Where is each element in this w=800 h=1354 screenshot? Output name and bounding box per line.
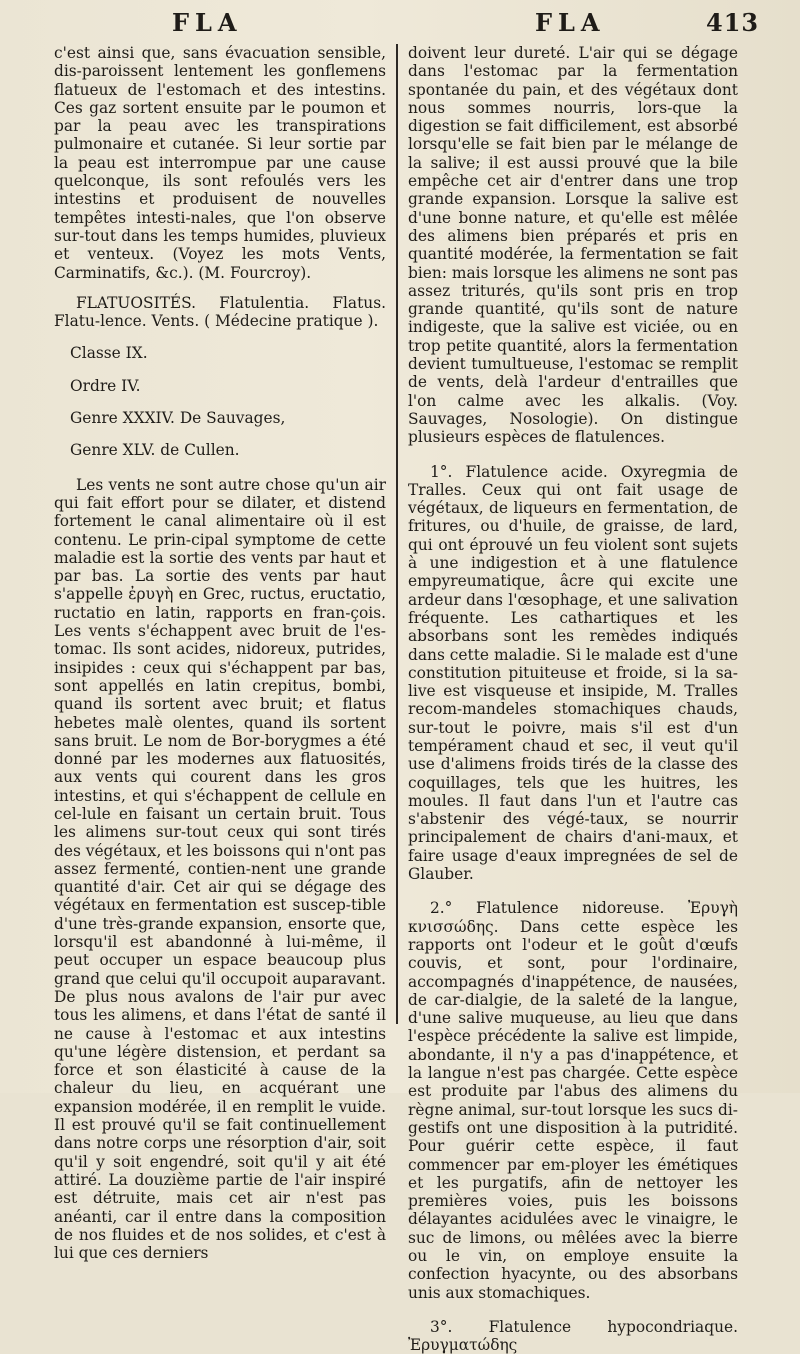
classification-genre-cullen: Genre XLV. de Cullen. <box>70 441 240 460</box>
paragraph-vents: Les vents ne sont autre chose qu'un air qui fait effort pour se dilater, et distend fortement le canal alimentaire où il est contenu. Le prin-cipal symptome de cette maladie est la sortie des vents par haut et par bas. La sortie des vents par haut s'appelle ἐρυγὴ en Grec, ructus, eructatio, ructatio en latin, rapports en fran-çois. Les vents s'échappent avec bruit de l'es-tomac. Ils sont acides, nidoreux, putrides, insipides : ceux qui s'échappent par bas, sont appellés en latin crepitus, bombi, quand ils sortent avec bruit; et flatus hebetes malè olentes, quand ils sortent sans bruit. Le nom de Bor-borygmes a été donné par les modernes aux flatuosités, aux vents qui courent dans les gros intestins, et qui s'échappent de cellule en cel-lule en faisant un certain bruit. Tous les alimens sur-tout ceux qui sont tirés des végétaux, et les boissons qui n'ont pas assez fermenté, contien-nent une grande quantité d'air. Cet air qui se dégage des végétaux en fermentation est suscep-tible d'une très-grande expansion, ensorte que, lorsqu'il est abandonné à lui-même, il peut occuper un espace beaucoup plus grand que celui qu'il occupoit auparavant. De plus nous avalons de l'air pur avec tous les alimens, et dans l'état de santé il ne cause à l'estomac et aux intestins qu'une légère distension, et perdant sa force et son élasticité à cause de la chaleur du lieu, en acquérant une expansion modérée, il en remplit le vuide. Il est prouvé qu'il se fait continuellement dans notre corps une résorption d'air, soit qu'il y soit engendré, soit qu'il y ait été attiré. La douzième partie de l'air inspiré est détruite, mais cet air n'est pas anéanti, car il entre dans la composition de nos fluides et de nos solides, et c'est à lui que ces derniers <box>54 475 386 1263</box>
paragraph-flatulence-nidoreuse: 2.° Flatulence nidoreuse. Ἐρυγὴ κνισσώδης. Dans cette espèce les rapports ont l'odeur et le goût d'œufs couvis, et sont, pour l'ordinaire, accompagnés d'inappétence, de nausées, de car-dialgie, de la saleté de la langue, d'une salive muqueuse, au lieu que dans l'espèce précédente la salive est limpide, abondante, il n'y a pas d'inappétence, et la langue n'est pas chargée. Cette espèce est produite par l'abus des alimens du règne animal, sur-tout lorsque les sucs di-gestifs ont une disposition à la putridité. Pour guérir cette espèce, il faut commencer par em-ployer les émétiques et les purgatifs, afin de nettoyer les premières voies, puis les boissons délayantes acidulées avec le vinaigre, le suc de limons, ou mêlées avec la bierre ou le vin, on employe ensuite la confection hyacynte, ou des absorbans unis aux stomachiques. <box>408 899 738 1302</box>
classification-ordre: Ordre IV. <box>70 376 141 395</box>
running-head-left: FLA <box>172 8 243 37</box>
entry-heading-flatuosites: FLATUOSITÉS. Flatulentia. Flatus. Flatu-lence. Vents. ( Médecine pratique ). <box>54 293 386 331</box>
right-column <box>408 44 738 1354</box>
paragraph-flatulence-hypocondriaque: 3°. Flatulence hypocondriaque. Ἐρυγματώδης <box>408 1317 738 1354</box>
page-number: 413 <box>706 8 760 37</box>
classification-classe: Classe IX. <box>70 344 148 363</box>
column-rule <box>396 44 398 1024</box>
left-column <box>54 44 386 1262</box>
classification-genre-sauvages: Genre XXXIV. De Sauvages, <box>70 409 286 428</box>
paragraph-flatulence-acide: 1°. Flatulence acide. Oxyregmia de Tralles. Ceux qui ont fait usage de végétaux, de liqueurs en fermentation, de fritures, ou d'huile, de graisse, de lard, qui ont éprouvé un feu violent sont sujets à une indigestion et à une flatulence empyreumatique, âcre qui excite une ardeur dans l'œsophage, et une salivation fréquente. Les cathartiques et les absorbans sont les remèdes indiqués dans cette maladie. Si le malade est d'une constitution pituiteuse et froide, si la sa-live est visqueuse et insipide, M. Tralles recom-mandeles stomachiques chauds, sur-tout le poivre, mais s'il est d'un tempérament chaud et sec, il veut qu'il use d'alimens froids tirés de la classe des coquillages, tels que les huitres, les moules. Il faut dans l'un et l'autre cas s'abstenir des végé-taux, se nourrir principalement de chairs d'ani-maux, et faire usage d'eaux impregnées de sel de Glauber. <box>408 462 738 884</box>
running-head-right: FLA <box>535 8 606 37</box>
paragraph-durete: doivent leur dureté. L'air qui se dégage dans l'estomac par la fermentation spontanée du pain, et des végétaux dont nous sommes nourris, lors-que la digestion se fait difficilement, est absorbé lorsqu'elle se fait bien par le mélange de la salive; il est aussi prouvé que la bile empêche cet air d'entrer dans une trop grande expansion. Lorsque la salive est d'une bonne nature, et qu'elle est mêlée des alimens bien préparés et pris en quantité modérée, la fermentation se fait bien: mais lorsque les alimens ne sont pas assez triturés, qu'ils sont pris en trop grande quantité, qu'ils sont de nature indigeste, que la salive est viciée, ou en trop petite quantité, alors la fermentation devient tumultueuse, l'estomac se remplit de vents, delà l'ardeur d'entrailles que l'on calme avec les alkalis. (Voy. Sauvages, Nosologie). On distingue plusieurs espèces de flatulences. <box>408 44 738 447</box>
paragraph-gaz: c'est ainsi que, sans évacuation sensible, dis-paroissent lentement les gonflemens flatueux de l'estomach et des intestins. Ces gaz sortent ensuite par le poumon et par la peau avec les transpirations pulmonaire et cutanée. Si leur sortie par la peau est interrompue par une cause quelconque, ils sont refoulés vers les intestins et produisent de nouvelles tempêtes intesti-nales, que l'on observe sur-tout dans les temps humides, pluvieux et venteux. (Voyez les mots Vents, Carminatifs, &c.). (M. Fourcroy). <box>54 44 386 282</box>
